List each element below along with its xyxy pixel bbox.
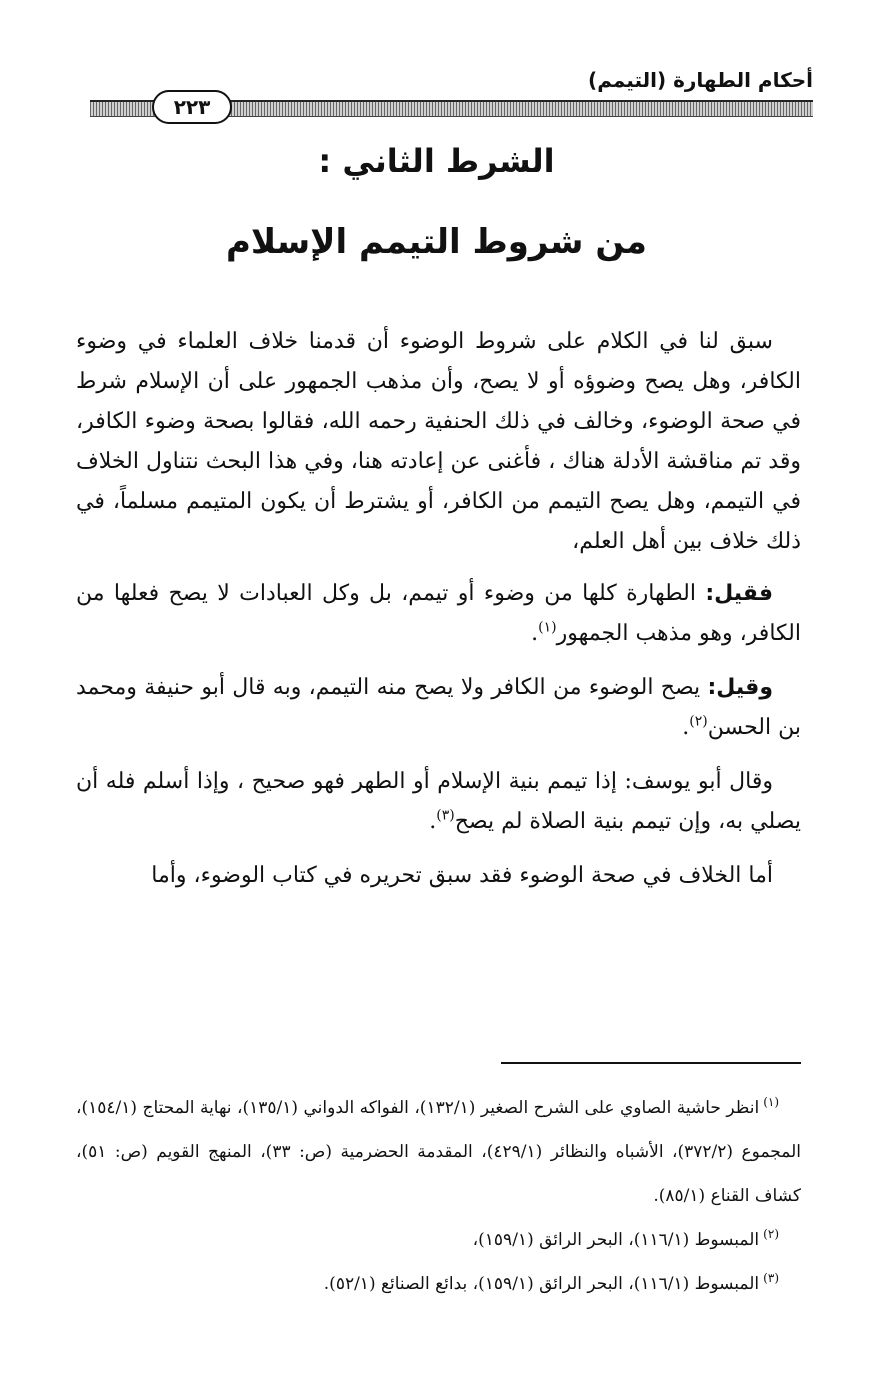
- paragraph-text: يصح الوضوء من الكافر ولا يصح منه التيمم، وبه قال أبو حنيفة ومحمد بن الحسن: [76, 675, 801, 740]
- paragraph-text: وقال أبو يوسف: إذا تيمم بنية الإسلام أو الطهر فهو صحيح ، وإذا أسلم فله أن يصلي به، وإن تيمم بنية الصلاة لم يصح: [76, 769, 801, 834]
- footnote-number: (٢): [763, 1227, 779, 1242]
- footnotes: [76, 1086, 801, 1306]
- paragraph-end: .: [682, 715, 690, 740]
- footnote-3: [76, 1262, 801, 1306]
- paragraph: [76, 574, 801, 654]
- footnote-ref[interactable]: (٣): [436, 807, 455, 824]
- body-text: [76, 322, 801, 910]
- footnote-number: (١): [763, 1095, 780, 1110]
- footnote-number: (٣): [763, 1271, 779, 1286]
- paragraph-text: سبق لنا في الكلام على شروط الوضوء أن قدمنا خلاف العلماء في وضوء الكافر، وهل يصح وضوؤه أو لا يصح، وأن مذهب الجمهور على أن الإسلام شرط في صحة الوضوء، وخالف في ذلك الحنفية رحمه الله، فقالوا بصحة وضوء الكافر، وقد تم مناقشة الأدلة هناك ، فأغنى عن إعادته هنا، وفي هذا البحث نتناول الخلاف في التيمم، وهل يصح التيمم من الكافر، أو يشترط أن يكون المتيمم مسلماً، في ذلك خلاف بين أهل العلم،: [76, 329, 801, 554]
- paragraph: [76, 668, 801, 748]
- footnote-text: انظر حاشية الصاوي على الشرح الصغير (١٣٢/١)، الفواكه الدواني (١٣٥/١)، نهاية المحتاج (١٥٤/١)، المجموع (٣٧٢/٢)، الأشباه والنظائر (٤٢٩/١)، المقدمة الحضرمية (ص: ٣٣)، المنهج القويم (ص: ٥١)، كشاف القناع (٨٥/١).: [76, 1098, 801, 1206]
- footnote-1: [76, 1086, 801, 1218]
- footnote-ref[interactable]: (١): [538, 619, 557, 636]
- paragraph-end: .: [429, 809, 437, 834]
- paragraph-lead: وقيل:: [707, 675, 773, 700]
- paragraph-text: أما الخلاف في صحة الوضوء فقد سبق تحريره في كتاب الوضوء، وأما: [151, 863, 773, 888]
- footnote-text: المبسوط (١١٦/١)، البحر الرائق (١٥٩/١)،: [472, 1230, 760, 1250]
- footnote-separator: [501, 1062, 801, 1064]
- footnote-text: المبسوط (١١٦/١)، البحر الرائق (١٥٩/١)، بدائع الصنائع (٥٢/١).: [323, 1274, 760, 1294]
- footnote-2: [76, 1218, 801, 1262]
- section-title: الشرط الثاني :: [318, 142, 555, 180]
- page-number: ٢٢٣: [152, 90, 232, 124]
- paragraph-lead: فقيل:: [705, 581, 773, 606]
- footnote-ref[interactable]: (٢): [689, 713, 708, 730]
- paragraph: [76, 322, 801, 562]
- running-header: أحكام الطهارة (التيمم): [588, 68, 813, 92]
- section-subtitle: من شروط التيمم الإسلام: [226, 222, 647, 262]
- paragraph-end: .: [531, 621, 539, 646]
- paragraph-text: الطهارة كلها من وضوء أو تيمم، بل وكل العبادات لا يصح فعلها من الكافر، وهو مذهب الجمهور: [76, 581, 801, 646]
- paragraph: [76, 856, 801, 896]
- paragraph: [76, 762, 801, 842]
